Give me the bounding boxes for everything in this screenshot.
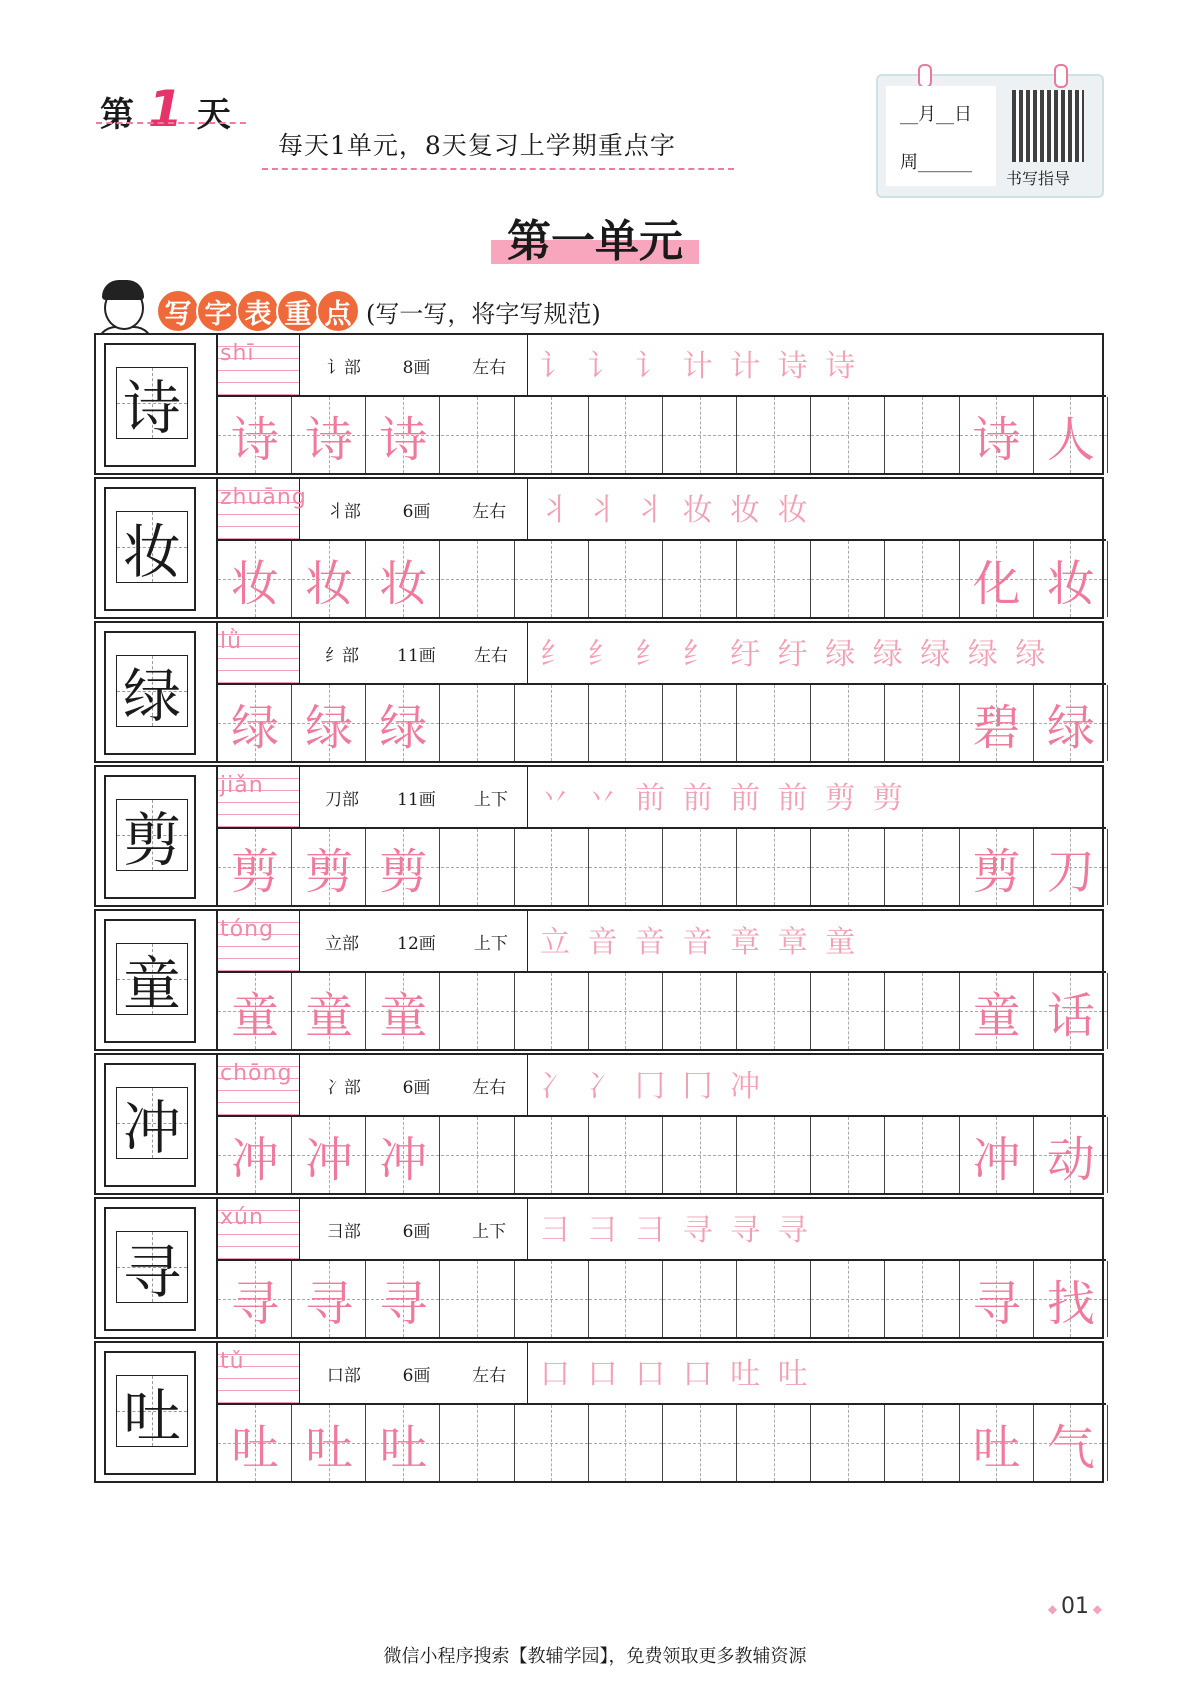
- word-char: 化: [972, 555, 1021, 612]
- model-char: 冲: [122, 1094, 181, 1162]
- stroke-count: 8画: [402, 357, 431, 378]
- trace-char: 吐: [305, 1419, 354, 1476]
- pinyin-box: [218, 767, 300, 827]
- practice-cell[interactable]: [515, 397, 589, 473]
- practice-cell[interactable]: [589, 973, 663, 1049]
- practice-cell[interactable]: [441, 1261, 515, 1337]
- char-meta: [306, 911, 528, 971]
- big-char-cell: [104, 343, 196, 467]
- stroke-order: 冫 冫 冂 冂 冲: [540, 1069, 765, 1104]
- char-info: [216, 767, 1106, 829]
- char-meta: [306, 1199, 528, 1259]
- model-char: 剪: [122, 806, 181, 874]
- char-row: [94, 621, 1104, 763]
- tian-grid: [116, 1087, 188, 1162]
- structure: 上下: [473, 933, 508, 954]
- practice-cell[interactable]: [663, 973, 737, 1049]
- practice-cell[interactable]: [811, 1117, 885, 1193]
- trace-char: 诗: [379, 411, 428, 468]
- practice-cell[interactable]: [737, 685, 811, 761]
- model-char: 童: [122, 950, 181, 1018]
- stroke-count: 12画: [397, 933, 436, 954]
- section-badge: 点: [316, 289, 360, 333]
- dash-divider: [262, 168, 734, 170]
- practice-cell[interactable]: [663, 1117, 737, 1193]
- pinyin-box: [218, 1199, 300, 1259]
- tian-grid: [116, 511, 188, 586]
- trace-char: 诗: [230, 411, 279, 468]
- big-char-cell: [104, 631, 196, 755]
- stroke-order: 口 口 口 口 吐 吐: [540, 1357, 812, 1392]
- trace-char: 妆: [230, 555, 279, 612]
- trace-char: 冲: [379, 1131, 428, 1188]
- practice-cell[interactable]: [886, 829, 960, 905]
- tian-grid: [116, 799, 188, 874]
- practice-grid: [216, 1117, 1106, 1193]
- char-meta: [306, 479, 528, 539]
- practice-cell[interactable]: [737, 541, 811, 617]
- stroke-order: 丷 丷 前 前 前 前 剪 剪: [540, 781, 907, 816]
- structure: 左右: [472, 1077, 507, 1098]
- tian-grid: [116, 655, 188, 730]
- char-meta: [306, 1343, 528, 1403]
- model-char: 妆: [122, 518, 181, 586]
- practice-cell[interactable]: [515, 1405, 589, 1481]
- practice-cell[interactable]: [663, 829, 737, 905]
- practice-grid: [216, 973, 1106, 1049]
- word-char: 动: [1046, 1131, 1095, 1188]
- practice-cell[interactable]: [886, 1117, 960, 1193]
- day-title: [100, 80, 231, 138]
- practice-cell[interactable]: [663, 541, 737, 617]
- trace-char: 冲: [305, 1131, 354, 1188]
- practice-cell[interactable]: [515, 829, 589, 905]
- pinyin: xún: [220, 1205, 264, 1230]
- practice-cell[interactable]: [663, 685, 737, 761]
- dash-divider: [96, 122, 246, 124]
- practice-cell[interactable]: [663, 1261, 737, 1337]
- practice-cell[interactable]: [886, 685, 960, 761]
- section-badge: 表: [236, 289, 280, 333]
- word-char: 人: [1046, 411, 1095, 468]
- big-char-cell: [104, 1207, 196, 1331]
- trace-char: 童: [305, 987, 354, 1044]
- structure: 左右: [472, 357, 507, 378]
- big-char-cell: [104, 919, 196, 1043]
- stroke-count: 6画: [402, 501, 431, 522]
- trace-char: 剪: [379, 843, 428, 900]
- word-char: 吐: [972, 1419, 1021, 1476]
- day-prefix: 第: [100, 95, 134, 135]
- char-meta: [306, 767, 528, 827]
- qr-code-icon[interactable]: [1012, 90, 1084, 162]
- model-char: 绿: [122, 662, 181, 730]
- pinyin-box: [218, 1343, 300, 1403]
- radical: 讠部: [326, 357, 361, 378]
- practice-cell[interactable]: [515, 1117, 589, 1193]
- practice-cell[interactable]: [589, 1117, 663, 1193]
- ring-icon: [918, 64, 932, 88]
- trace-char: 吐: [230, 1419, 279, 1476]
- char-row: [94, 909, 1104, 1051]
- char-row: [94, 1197, 1104, 1339]
- radical: 刀部: [325, 789, 360, 810]
- model-char: 寻: [122, 1238, 181, 1306]
- tian-grid: [116, 1231, 188, 1306]
- trace-char: 剪: [305, 843, 354, 900]
- stroke-order: 讠 讠 讠 计 计 诗 诗: [540, 349, 860, 384]
- big-char-cell: [104, 1063, 196, 1187]
- trace-char: 寻: [230, 1275, 279, 1332]
- radical: 彐部: [326, 1221, 361, 1242]
- pinyin: shī: [220, 341, 255, 366]
- unit-title-text: 第一单元: [491, 205, 699, 269]
- stroke-count: 6画: [402, 1221, 431, 1242]
- pinyin: tǔ: [220, 1349, 245, 1374]
- char-row: [94, 1053, 1104, 1195]
- practice-cell[interactable]: [886, 1405, 960, 1481]
- tian-grid: [116, 1375, 188, 1450]
- day-suffix: 天: [196, 95, 231, 135]
- structure: 上下: [473, 789, 508, 810]
- trace-char: 吐: [379, 1419, 428, 1476]
- section-badge: 写: [156, 289, 200, 333]
- radical: 纟部: [325, 645, 360, 666]
- practice-cell[interactable]: [441, 829, 515, 905]
- practice-cell[interactable]: [441, 397, 515, 473]
- trace-char: 童: [230, 987, 279, 1044]
- trace-char: 冲: [230, 1131, 279, 1188]
- pinyin: zhuāng: [220, 485, 307, 510]
- stroke-count: 11画: [397, 789, 436, 810]
- practice-cell[interactable]: [737, 1117, 811, 1193]
- pinyin: chōng: [220, 1061, 293, 1086]
- char-meta: [306, 335, 528, 395]
- word-char: 气: [1046, 1419, 1095, 1476]
- word-char: 碧: [972, 699, 1021, 756]
- pinyin-box: [218, 479, 307, 539]
- stroke-count: 11画: [397, 645, 436, 666]
- practice-cell[interactable]: [589, 685, 663, 761]
- structure: 左右: [473, 645, 508, 666]
- practice-cell[interactable]: [737, 829, 811, 905]
- stroke-count: 6画: [402, 1365, 431, 1386]
- trace-char: 寻: [379, 1275, 428, 1332]
- practice-cell[interactable]: [811, 973, 885, 1049]
- practice-cell[interactable]: [886, 973, 960, 1049]
- trace-char: 绿: [379, 699, 428, 756]
- practice-cell[interactable]: [589, 829, 663, 905]
- pinyin: lǜ: [220, 629, 243, 654]
- practice-cell[interactable]: [886, 1261, 960, 1337]
- pinyin: tóng: [220, 917, 274, 942]
- practice-cell[interactable]: [811, 829, 885, 905]
- practice-cell[interactable]: [737, 1405, 811, 1481]
- char-meta: [306, 1055, 528, 1115]
- radical: 口部: [326, 1365, 361, 1386]
- tian-grid: [116, 367, 188, 442]
- word-char: 刀: [1046, 843, 1095, 900]
- char-row: [94, 333, 1104, 475]
- practice-cell[interactable]: [811, 1405, 885, 1481]
- char-meta: [306, 623, 528, 683]
- trace-char: 剪: [230, 843, 279, 900]
- practice-cell[interactable]: [811, 541, 885, 617]
- structure: 上下: [472, 1221, 507, 1242]
- word-char: 剪: [972, 843, 1021, 900]
- practice-cell[interactable]: [441, 973, 515, 1049]
- qr-label: 书写指导: [1006, 169, 1071, 188]
- char-info: [216, 1055, 1106, 1117]
- radical: 冫部: [326, 1077, 361, 1098]
- trace-char: 妆: [379, 555, 428, 612]
- practice-cell[interactable]: [441, 541, 515, 617]
- trace-char: 妆: [305, 555, 354, 612]
- pinyin-box: [218, 911, 300, 971]
- practice-grid: [216, 685, 1106, 761]
- practice-cell[interactable]: [441, 1405, 515, 1481]
- model-char: 吐: [122, 1382, 181, 1450]
- practice-cell[interactable]: [515, 973, 589, 1049]
- practice-cell[interactable]: [589, 1405, 663, 1481]
- stroke-order: 立 音 音 音 章 章 童: [540, 925, 860, 960]
- practice-cell[interactable]: [441, 685, 515, 761]
- word-char: 绿: [1046, 699, 1095, 756]
- trace-char: 寻: [305, 1275, 354, 1332]
- char-row: [94, 765, 1104, 907]
- date-card: [876, 74, 1104, 198]
- practice-cell[interactable]: [811, 1261, 885, 1337]
- word-char: 寻: [972, 1275, 1021, 1332]
- section-badges: [156, 289, 356, 333]
- section-badge: 重: [276, 289, 320, 333]
- big-char-cell: [104, 775, 196, 899]
- radical: 立部: [325, 933, 360, 954]
- structure: 左右: [472, 501, 507, 522]
- practice-cell[interactable]: [737, 397, 811, 473]
- stroke-order: 纟 纟 纟 纟 纡 纡 绿 绿 绿 绿 绿: [540, 637, 1050, 672]
- practice-cell[interactable]: [589, 397, 663, 473]
- footer-note: 微信小程序搜索【教辅学园】，免费领取更多教辅资源: [383, 1646, 807, 1667]
- practice-cell[interactable]: [515, 541, 589, 617]
- page-number: ◆ 01 ◆: [1048, 1594, 1102, 1619]
- char-row: [94, 477, 1104, 619]
- practice-cell[interactable]: [886, 397, 960, 473]
- pinyin: jiǎn: [220, 773, 264, 798]
- practice-cell[interactable]: [886, 541, 960, 617]
- pinyin-box: [218, 623, 300, 683]
- structure: 左右: [472, 1365, 507, 1386]
- slogan: 每天1单元，8天复习上学期重点字: [278, 131, 676, 160]
- char-info: [216, 479, 1106, 541]
- word-char: 妆: [1046, 555, 1095, 612]
- trace-char: 童: [379, 987, 428, 1044]
- char-info: [216, 623, 1106, 685]
- practice-grid: [216, 1405, 1106, 1481]
- word-char: 找: [1046, 1275, 1095, 1332]
- date-fields: [886, 86, 996, 186]
- word-char: 话: [1046, 987, 1095, 1044]
- section-hint: (写一写，将字写规范): [366, 299, 601, 328]
- tian-grid: [116, 943, 188, 1018]
- ring-icon: [1054, 64, 1068, 88]
- trace-char: 绿: [230, 699, 279, 756]
- practice-cell[interactable]: [663, 397, 737, 473]
- stroke-order: 丬 丬 丬 妆 妆 妆: [540, 493, 812, 528]
- char-info: [216, 335, 1106, 397]
- date-month-label: __月__日: [900, 104, 972, 125]
- practice-grid: [216, 541, 1106, 617]
- practice-grid: [216, 829, 1106, 905]
- trace-char: 诗: [305, 411, 354, 468]
- practice-cell[interactable]: [515, 1261, 589, 1337]
- trace-char: 绿: [305, 699, 354, 756]
- practice-cell[interactable]: [811, 397, 885, 473]
- practice-cell[interactable]: [441, 1117, 515, 1193]
- practice-cell[interactable]: [663, 1405, 737, 1481]
- pinyin-box: [218, 335, 300, 395]
- radical: 丬部: [326, 501, 361, 522]
- char-info: [216, 1199, 1106, 1261]
- model-char: 诗: [122, 374, 181, 442]
- stroke-count: 6画: [402, 1077, 431, 1098]
- big-char-cell: [104, 1351, 196, 1475]
- practice-cell[interactable]: [515, 685, 589, 761]
- practice-cell[interactable]: [737, 1261, 811, 1337]
- practice-cell[interactable]: [737, 973, 811, 1049]
- word-char: 冲: [972, 1131, 1021, 1188]
- unit-title: [0, 205, 1190, 269]
- day-number: 1: [148, 80, 183, 138]
- word-char: 诗: [972, 411, 1021, 468]
- char-info: [216, 911, 1106, 973]
- char-row: [94, 1341, 1104, 1483]
- practice-cell[interactable]: [811, 685, 885, 761]
- section-badge: 字: [196, 289, 240, 333]
- practice-cell[interactable]: [589, 1261, 663, 1337]
- big-char-cell: [104, 487, 196, 611]
- practice-cell[interactable]: [589, 541, 663, 617]
- word-char: 童: [972, 987, 1021, 1044]
- practice-grid: [216, 1261, 1106, 1337]
- practice-grid: [216, 397, 1106, 473]
- char-info: [216, 1343, 1106, 1405]
- date-week-label: 周______: [900, 152, 972, 173]
- pinyin-box: [218, 1055, 300, 1115]
- stroke-order: 彐 彐 彐 寻 寻 寻: [540, 1213, 812, 1248]
